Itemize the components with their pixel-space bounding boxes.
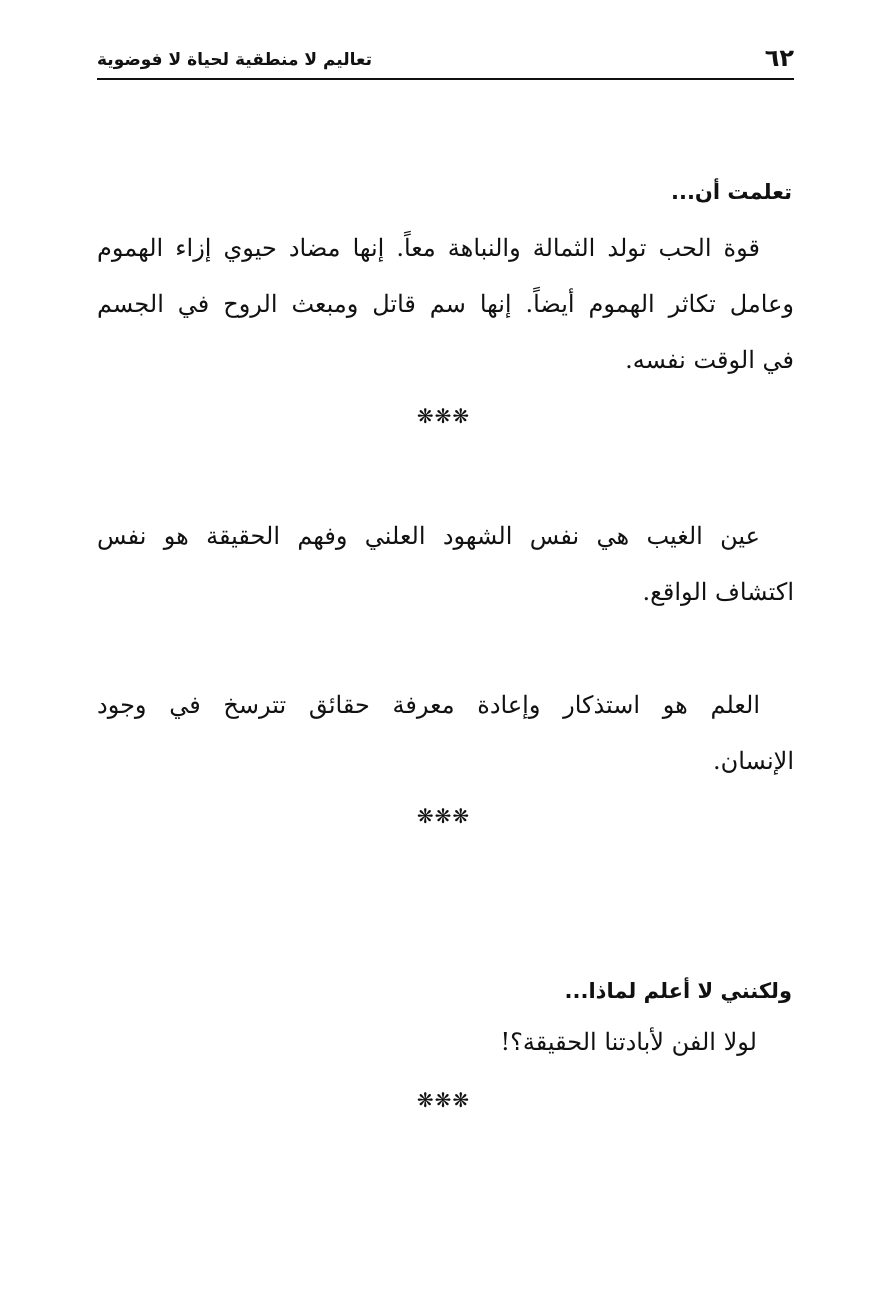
paragraph-line: في الوقت نفسه. — [625, 346, 794, 374]
paragraph-knowledge — [97, 677, 794, 789]
paragraph-line: قوة الحب تولد الثمالة والنباهة معاً. إنها مضاد حيوي إزاء الهموم — [97, 234, 761, 262]
section-separator: ❋❋❋ — [416, 404, 471, 428]
closing-line: لولا الفن لأبادتنا الحقيقة؟! — [500, 1028, 757, 1056]
section-separator: ❋❋❋ — [416, 804, 471, 828]
section-heading-dont-know: ولكنني لا أعلم لماذا... — [564, 979, 792, 1003]
paragraph-love — [97, 220, 794, 388]
paragraph-line: الإنسان. — [712, 747, 794, 775]
section-separator: ❋❋❋ — [416, 1088, 471, 1112]
section-heading-learned: تعلمت أن... — [671, 180, 792, 204]
paragraph-unseen — [97, 508, 794, 620]
page-number: ٦٢ — [764, 44, 794, 72]
paragraph-line: عين الغيب هي نفس الشهود العلني وفهم الحقيقة هو نفس — [97, 522, 760, 550]
paragraph-line: اكتشاف الواقع. — [642, 578, 794, 606]
running-header — [97, 42, 794, 80]
paragraph-line: وعامل تكاثر الهموم أيضاً. إنها سم قاتل ومبعث الروح في الجسم — [97, 290, 794, 318]
paragraph-line: العلم هو استذكار وإعادة معرفة حقائق تترسخ في وجود — [97, 691, 760, 719]
book-title: تعاليم لا منطقية لحياة لا فوضوية — [97, 50, 372, 70]
